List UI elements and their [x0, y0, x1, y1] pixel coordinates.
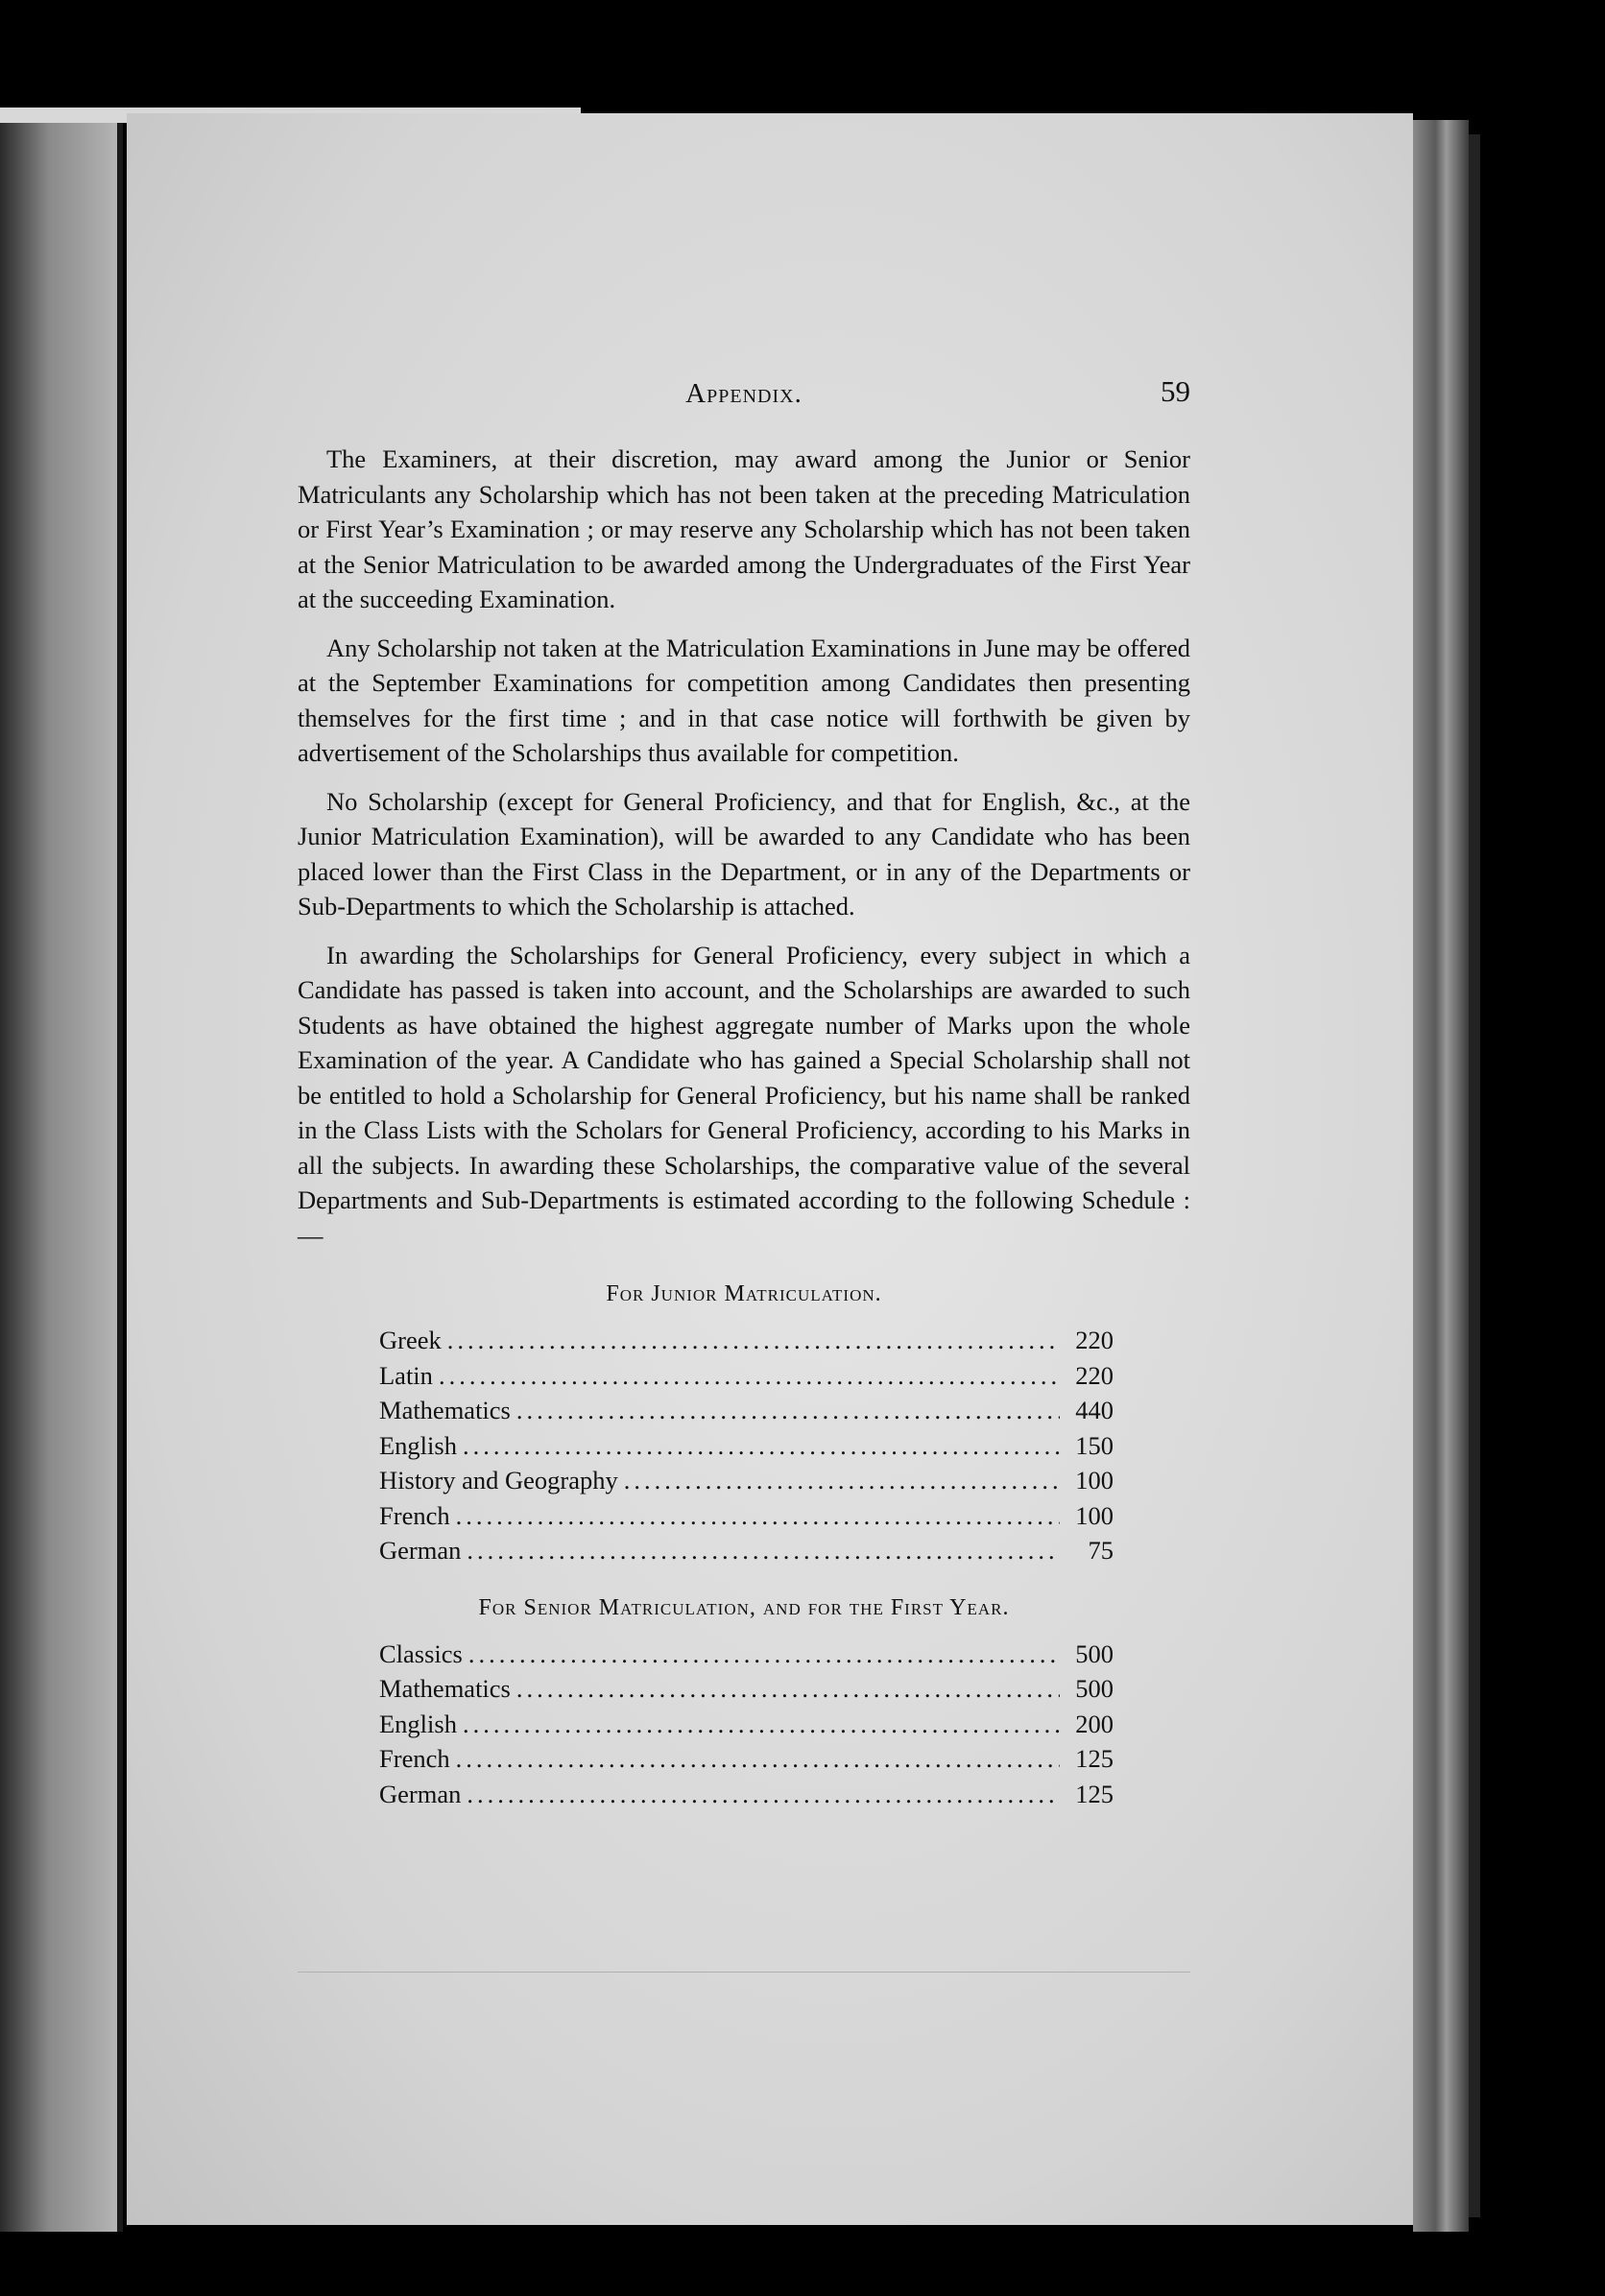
- marks: 125: [1075, 1779, 1114, 1808]
- marks: 500: [1075, 1674, 1114, 1703]
- page-content: [298, 374, 1190, 1811]
- marks: 200: [1075, 1709, 1114, 1738]
- paragraph: In awarding the Scholarships for General Proficiency, every subject in which a Candidate has passed is taken into account, and the Scholarships are awarded to such Students as have obtained the highest aggregate number of Marks upon the whole Examination of the year. A Candidate who has gained a Special Scholarship shall not be entitled to hold a Scholarship for General Proficiency, but his name shall be ranked in the Class Lists with the Scholars for General Proficiency, according to his Marks in all the subjects. In awarding these Scholarships, the comparative value of the several Departments and Sub-Departments is estimated according to the following Schedule :—: [298, 940, 1190, 1250]
- schedule-row: [379, 1671, 1114, 1707]
- schedule-row: [379, 1777, 1114, 1812]
- subject: Mathematics: [379, 1674, 511, 1703]
- dot-leader: [467, 1533, 1060, 1568]
- paragraph: Any Scholarship not taken at the Matriculation Examinations in June may be offered at the September Examinations for competition among Candidates then presenting themselves for the first time ; and in that case notice will forthwith be given by advertisement of the Scholarships thus available for competition.: [298, 633, 1190, 767]
- subject: Classics: [379, 1638, 463, 1668]
- subject: English: [379, 1709, 457, 1738]
- subject: History and Geography: [379, 1466, 618, 1495]
- page-stack-edge: [1413, 120, 1469, 2232]
- schedule-heading-junior: For Junior Matriculation.: [606, 1281, 882, 1306]
- subject: English: [379, 1430, 457, 1460]
- subject: Greek: [379, 1326, 442, 1354]
- schedule-row: [379, 1463, 1114, 1498]
- subject: French: [379, 1500, 450, 1530]
- schedule-row: [379, 1707, 1114, 1742]
- schedule-row: [379, 1323, 1114, 1358]
- marks: 100: [1075, 1500, 1114, 1530]
- marks: 500: [1075, 1638, 1114, 1668]
- schedule-senior: [379, 1637, 1114, 1812]
- book-cover-edge: [1469, 134, 1480, 2217]
- page-header: [298, 374, 1190, 422]
- subject: Mathematics: [379, 1396, 511, 1424]
- adjacent-page-edge: [0, 120, 123, 2232]
- subject: German: [379, 1779, 462, 1808]
- marks: 220: [1075, 1360, 1114, 1390]
- dot-leader: [467, 1777, 1060, 1812]
- marks: 440: [1075, 1396, 1114, 1424]
- paragraph: No Scholarship (except for General Proficiency, and that for English, &c., at the Junior Matriculation Examination), will be awarded to any Candidate who has been placed lower than the First Class in the Department, or in any of the Departments or Sub-Departments to which the Scholarship is attached.: [298, 786, 1190, 921]
- marks: 100: [1075, 1466, 1114, 1495]
- schedule-junior: [379, 1323, 1114, 1568]
- schedule-row: [379, 1393, 1114, 1428]
- subject: Latin: [379, 1360, 433, 1390]
- dot-leader: [468, 1637, 1060, 1672]
- bottom-rule: [298, 1972, 1190, 1973]
- dot-leader: [516, 1671, 1060, 1707]
- subject: French: [379, 1744, 450, 1773]
- schedule-row: [379, 1428, 1114, 1464]
- dot-leader: [439, 1358, 1060, 1394]
- dot-leader: [516, 1393, 1060, 1428]
- schedule-heading-senior: For Senior Matriculation, and for the First Year.: [478, 1594, 1010, 1620]
- marks: 150: [1075, 1430, 1114, 1460]
- schedule-row: [379, 1637, 1114, 1672]
- schedule-row: [379, 1533, 1114, 1568]
- marks: 220: [1075, 1326, 1114, 1354]
- page-number: 59: [1161, 374, 1190, 408]
- dot-leader: [624, 1463, 1060, 1498]
- paragraph: The Examiners, at their discretion, may award among the Junior or Senior Matriculants any Scholarship which has not been taken at the preceding Matriculation or First Year’s Examination ; or may reserve any Scholarship which has not been taken at the Senior Matriculation to be awarded among the Undergraduates of the First Year at the succeeding Examination.: [298, 444, 1190, 613]
- marks: 75: [1088, 1536, 1114, 1565]
- running-title: Appendix.: [685, 378, 802, 409]
- dot-leader: [463, 1428, 1060, 1464]
- schedule-row: [379, 1358, 1114, 1394]
- marks: 125: [1075, 1744, 1114, 1773]
- dot-leader: [463, 1707, 1060, 1742]
- schedule-row: [379, 1498, 1114, 1534]
- dot-leader: [447, 1323, 1060, 1358]
- dot-leader: [456, 1498, 1060, 1534]
- schedule-row: [379, 1741, 1114, 1777]
- dot-leader: [456, 1741, 1060, 1777]
- subject: German: [379, 1536, 462, 1565]
